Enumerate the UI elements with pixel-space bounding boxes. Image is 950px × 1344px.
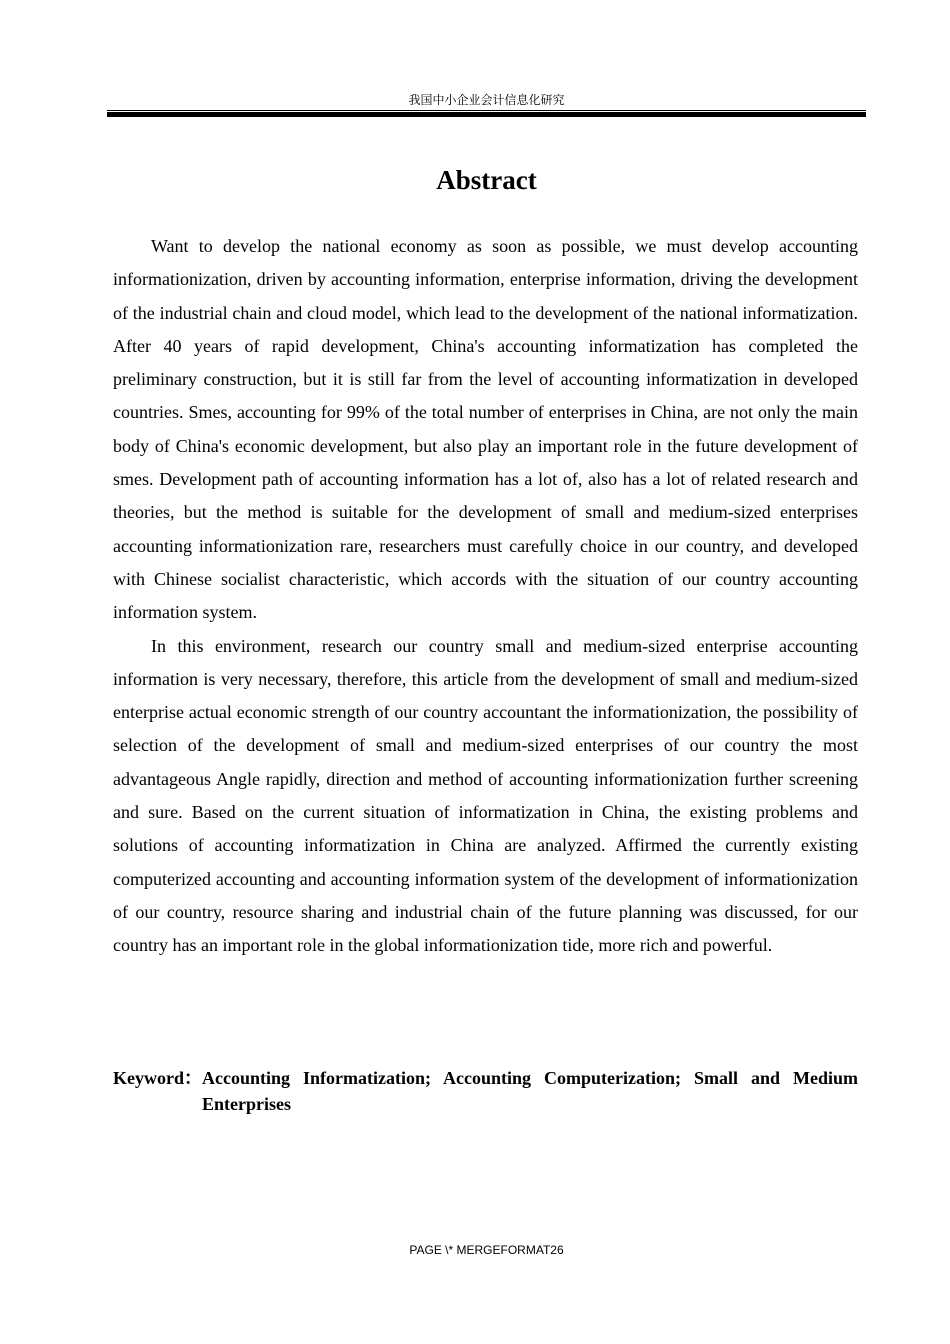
page-title: Abstract bbox=[436, 165, 537, 195]
page-number-field: PAGE \* MERGEFORMAT26 bbox=[409, 1243, 564, 1257]
abstract-paragraph-2: In this environment, research our country small and medium-sized enterprise accounting information is very necessary, therefore, this article from the development of small and medium-sized enterprise actual economic strength of our country accountant the informationization, the possibility of selection of the development of small and medium-sized enterprises of our country the most advantageous Angle rapidly, direction and method of accounting informationization further screening and sure. Based on the current situation of informatization in China, the existing problems and solutions of accounting informatization in China are analyzed. Affirmed the currently existing computerized accounting and accounting information system of the development of informationization of our country, resource sharing and industrial chain of the future planning was discussed, for our country has an important role in the global informationization tide, more rich and powerful. bbox=[113, 635, 858, 956]
header-rule-thick bbox=[107, 112, 866, 117]
keywords-label: Keyword： bbox=[113, 1068, 202, 1088]
keywords-block bbox=[113, 1065, 858, 1117]
abstract-body bbox=[113, 230, 858, 963]
header-rule-thin bbox=[107, 110, 866, 111]
keywords-text: Accounting Informatization; Accounting Computerization; Small and Medium Enterprises bbox=[202, 1068, 858, 1114]
abstract-paragraph-1: Want to develop the national economy as soon as possible, we must develop accounting informationization, driven by accounting information, enterprise information, driving the development of the industrial chain and cloud model, which lead to the development of the national informatization. After 40 years of rapid development, China's accounting informatization has completed the preliminary construction, but it is still far from the level of accounting informatization in developed countries. Smes, accounting for 99% of the total number of enterprises in China, are not only the main body of China's economic development, but also play an important role in the future development of smes. Development path of accounting information has a lot of, also has a lot of related research and theories, but the method is suitable for the development of small and medium-sized enterprises accounting informationization rare, researchers must carefully choice in our country, and developed with Chinese socialist characteristic, which accords with the situation of our country accounting information system. bbox=[113, 236, 858, 623]
running-header: 我国中小企业会计信息化研究 bbox=[408, 93, 565, 107]
